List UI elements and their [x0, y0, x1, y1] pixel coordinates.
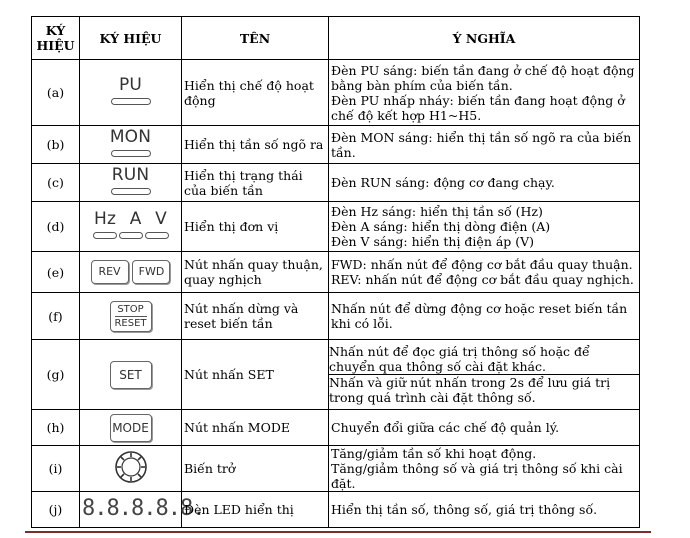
table-row [32, 60, 640, 126]
row-meaning: Đèn PU sáng: biến tần đang ở chế độ hoạt động bằng bàn phím của biến tần. Đèn PU nhấp nháy: biến tần đang hoạt động ở chế độ kết hợp H1~H5. [329, 60, 640, 126]
table-row [32, 164, 640, 202]
row-symbol: (c) [32, 164, 80, 202]
rev-button-icon: REV [91, 260, 129, 284]
row-name: Nút nhấn dừng và reset biến tần [182, 293, 329, 340]
row-meaning: Đèn MON sáng: hiển thị tần số ngõ ra của biến tần. [329, 126, 640, 164]
row-name: Đèn LED hiển thị [182, 492, 329, 528]
table-row [32, 446, 640, 492]
mon-indicator-icon: MON [80, 126, 182, 164]
row-symbol: (a) [32, 60, 80, 126]
row-symbol: (j) [32, 492, 80, 528]
row-meaning: Hiển thị tần số, thông số, giá trị thông số. [329, 492, 640, 528]
row-name: Nút nhấn MODE [182, 410, 329, 446]
row-meaning: Nhấn nút để đọc giá trị thông số hoặc để chuyển qua thông số cài đặt khác. Nhấn và giữ nút nhấn trong 2s để lưu giá trị trong quá trình cài đặt thông số. [329, 340, 640, 410]
rev-fwd-buttons-icon [80, 252, 182, 293]
keypad-legend-table [31, 16, 640, 528]
pu-indicator-icon: PU [80, 60, 182, 126]
row-name: Hiển thị trạng thái của biến tần [182, 164, 329, 202]
row-meaning: Đèn RUN sáng: động cơ đang chạy. [329, 164, 640, 202]
dial-icon [114, 450, 148, 484]
bottom-divider [25, 531, 651, 533]
row-name: Hiển thị chế độ hoạt động [182, 60, 329, 126]
header-name: TÊN [182, 17, 329, 60]
row-name: Biến trở [182, 446, 329, 492]
unit-indicator-icon: Hz A V [80, 202, 182, 252]
row-symbol: (b) [32, 126, 80, 164]
row-meaning: Tăng/giảm tần số khi hoạt động. Tăng/giảm thông số và giá trị thông số khi cài đặt. [329, 446, 640, 492]
mode-button-icon: MODE [80, 410, 182, 446]
run-indicator-icon: RUN [80, 164, 182, 202]
row-symbol: (i) [32, 446, 80, 492]
table-row [32, 126, 640, 164]
fwd-button-icon: FWD [132, 260, 170, 284]
led-display-icon: 8.8.8.8.8. [80, 492, 182, 528]
stop-reset-button-icon: STOP RESET [80, 293, 182, 340]
potentiometer-icon [80, 446, 182, 492]
row-meaning: Nhấn nút để dừng động cơ hoặc reset biến tần khi có lỗi. [329, 293, 640, 340]
row-name: Nút nhấn quay thuận, quay nghịch [182, 252, 329, 293]
table-row [32, 340, 640, 410]
row-meaning: FWD: nhấn nút để động cơ bắt đầu quay thuận. REV: nhấn nút để động cơ bắt đầu quay nghịch. [329, 252, 640, 293]
row-name: Nút nhấn SET [182, 340, 329, 410]
table-row [32, 410, 640, 446]
table-row [32, 202, 640, 252]
row-symbol: (e) [32, 252, 80, 293]
table-row [32, 492, 640, 528]
row-name: Hiển thị đơn vị [182, 202, 329, 252]
set-button-icon: SET [80, 340, 182, 410]
row-symbol: (g) [32, 340, 80, 410]
table-row [32, 293, 640, 340]
header-meaning: Ý NGHĨA [329, 17, 640, 60]
row-meaning: Đèn Hz sáng: hiển thị tần số (Hz) Đèn A sáng: hiển thị dòng điện (A) Đèn V sáng: hiển thị điện áp (V) [329, 202, 640, 252]
header-sign: KÝ HIỆU [80, 17, 182, 60]
row-symbol: (h) [32, 410, 80, 446]
header-symbol: KÝ HIỆU [32, 17, 80, 60]
row-symbol: (d) [32, 202, 80, 252]
row-symbol: (f) [32, 293, 80, 340]
row-name: Hiển thị tần số ngõ ra [182, 126, 329, 164]
row-meaning: Chuyển đổi giữa các chế độ quản lý. [329, 410, 640, 446]
header-row [32, 17, 640, 60]
table-row [32, 252, 640, 293]
